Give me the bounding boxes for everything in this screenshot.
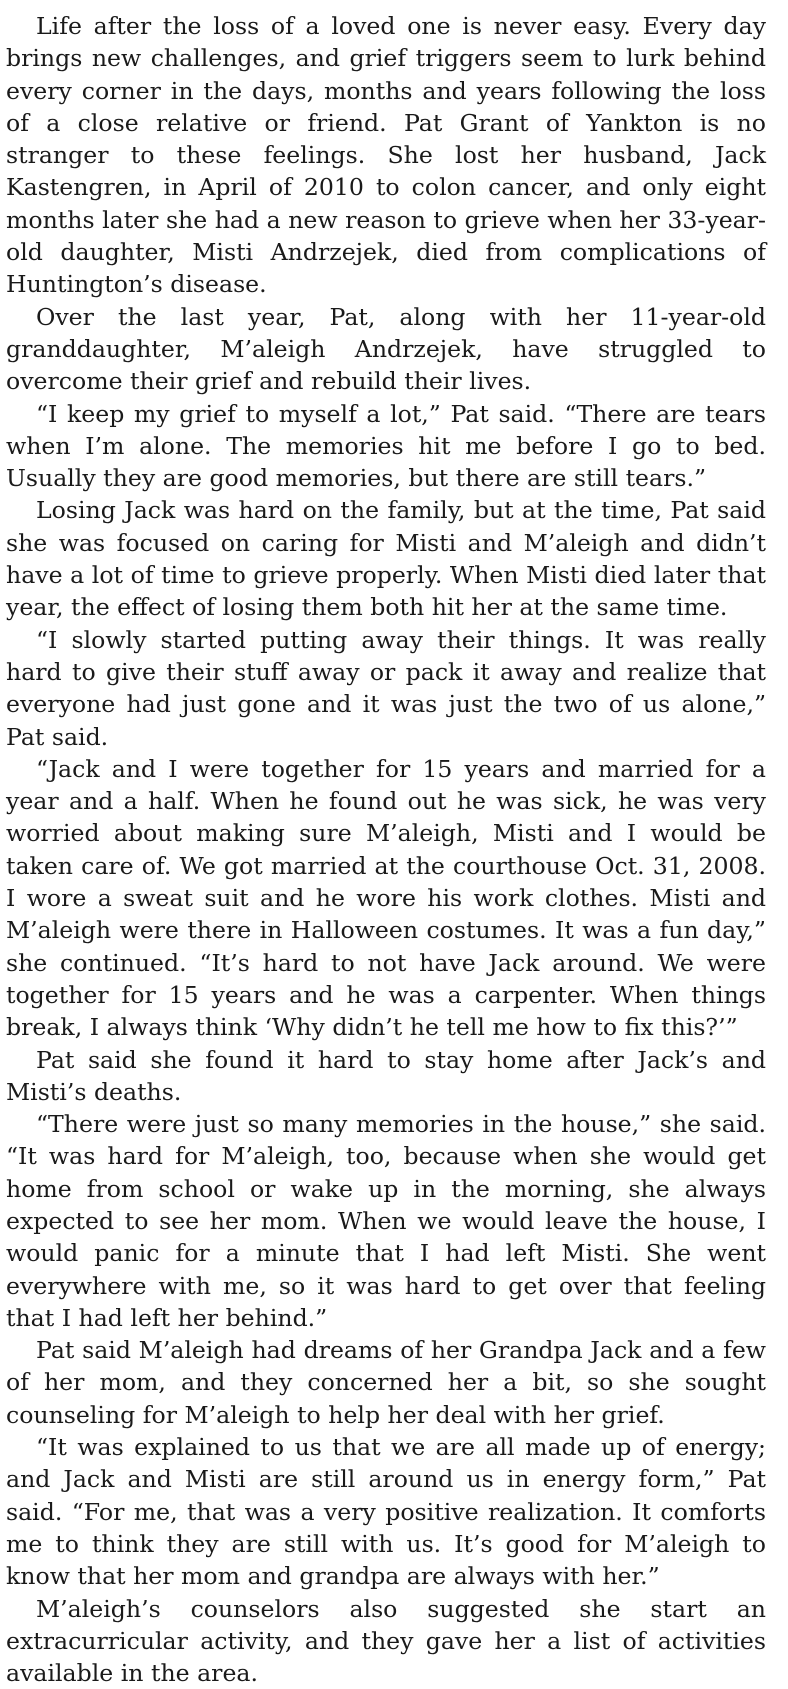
article-body: [6, 10, 766, 1689]
paragraph: M’aleigh’s counselors also suggested she start an extracurricular activity, and they gave her a list of activities available in the area.: [6, 1594, 766, 1688]
paragraph: “I slowly started putting away their things. It was really hard to give their stuff away or pack it away and realize that everyone had just gone and it was just the two of us alone,” Pat said.: [6, 625, 766, 751]
paragraph: “There were just so many memories in the house,” she said. “It was hard for M’aleigh, too, because when she would get home from school or wake up in the morning, she always expected to see her mom. When we would leave the house, I would panic for a minute that I had left Misti. She went everywhere with me, so it was hard to get over that feeling that I had left her behind.”: [6, 1110, 766, 1332]
paragraph: Losing Jack was hard on the family, but at the time, Pat said she was focused on caring for Misti and M’aleigh and didn’t have a lot of time to grieve properly. When Misti died later that year, the effect of losing them both hit her at the same time.: [6, 496, 766, 622]
paragraph: Pat said M’aleigh had dreams of her Grandpa Jack and a few of her mom, and they concerned her a bit, so she sought counseling for M’aleigh to help her deal with her grief.: [6, 1336, 766, 1429]
paragraph: “It was explained to us that we are all made up of energy; and Jack and Misti are still around us in energy form,” Pat said. “For me, that was a very positive realization. It comforts me to think they are still with us. It’s good for M’aleigh to know that her mom and grandpa are always with her.”: [6, 1433, 766, 1591]
paragraph: “Jack and I were together for 15 years and married for a year and a half. When he found out he was sick, he was very worried about making sure M’aleigh, Misti and I would be taken care of. We got married at the courthouse Oct. 31, 2008. I wore a sweat suit and he wore his work clothes. Misti and M’aleigh were there in Halloween costumes. It was a fun day,” she continued. “It’s hard to not have Jack around. We were together for 15 years and he was a carpenter. When things break, I always think ‘Why didn’t he tell me how to fix this?’”: [6, 754, 766, 1042]
paragraph: Pat said she found it hard to stay home after Jack’s and Misti’s deaths.: [6, 1045, 766, 1106]
paragraph: Over the last year, Pat, along with her 11-year-old granddaughter, M’aleigh Andrzejek, have struggled to overcome their grief and rebuild their lives.: [6, 302, 766, 396]
paragraph: Life after the loss of a loved one is never easy. Every day brings new challenges, and grief triggers seem to lurk behind every corner in the days, months and years following the loss of a close relative or friend. Pat Grant of Yankton is no stranger to these feelings. She lost her husband, Jack Kastengren, in April of 2010 to colon cancer, and only eight months later she had a new reason to grieve when her 33-year-old daughter, Misti Andrzejek, died from complications of Huntington’s disease.: [6, 12, 766, 299]
paragraph: “I keep my grief to myself a lot,” Pat said. “There are tears when I’m alone. The memories hit me before I go to bed. Usually they are good memories, but there are still tears.”: [6, 399, 766, 493]
